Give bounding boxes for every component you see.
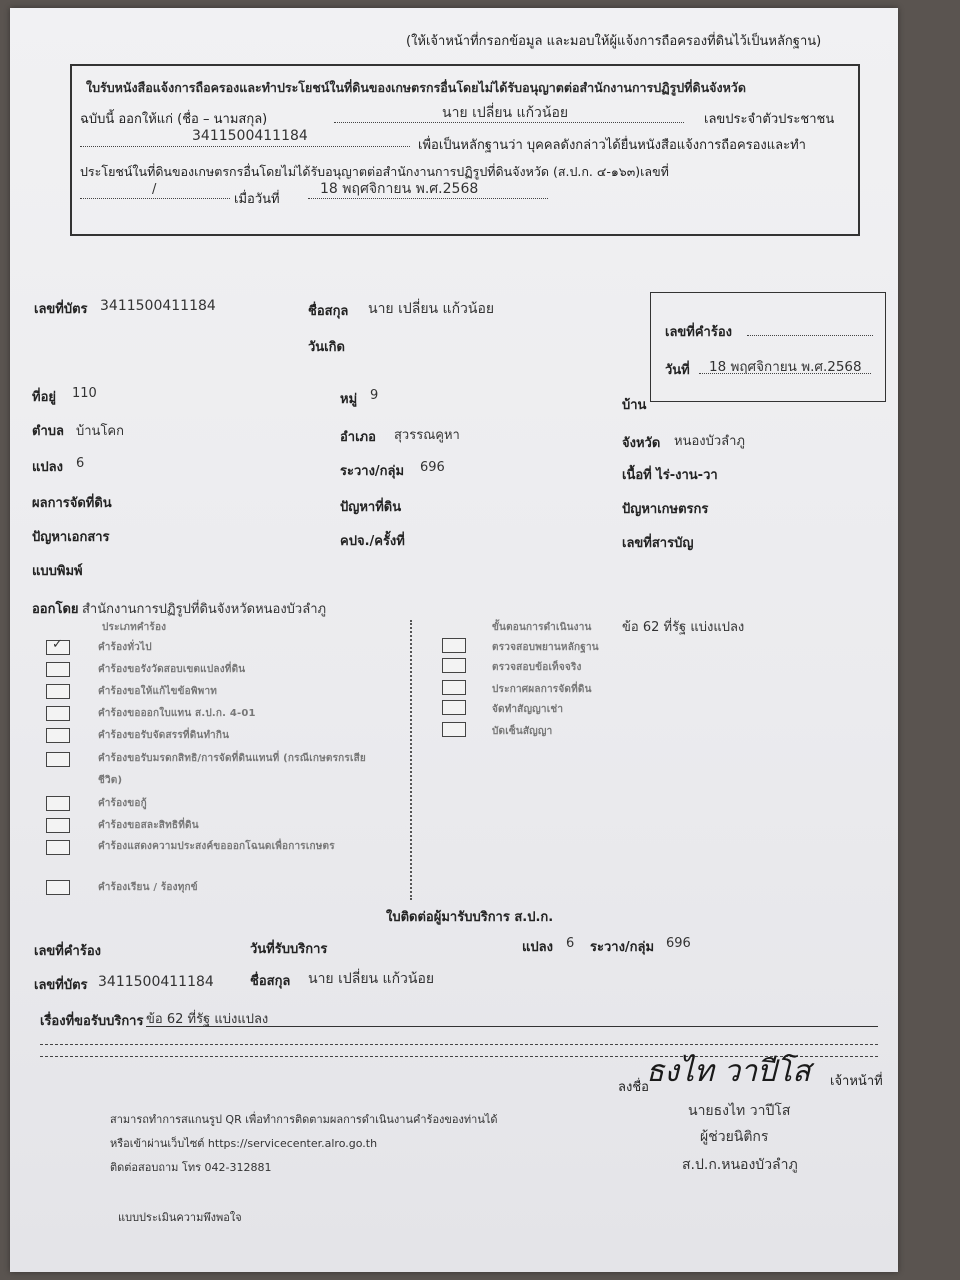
request-number-field [747, 321, 873, 336]
step-checkbox[interactable] [442, 722, 466, 737]
phone-text: ติดต่อสอบถาม โทร 042-312881 [110, 1161, 272, 1174]
allocation-label: ผลการจัดที่ดิน [32, 496, 112, 511]
step-checkbox[interactable] [442, 680, 466, 695]
top-note: (ให้เจ้าหน้าที่กรอกข้อมูล และมอบให้ผู้แจ้งการถือครองที่ดินไว้เป็นหลักฐาน) [406, 34, 822, 49]
document-paper [10, 8, 898, 1272]
amphoe-label: อำเภอ [340, 430, 376, 445]
tambon-label: ตำบล [32, 424, 64, 439]
request-type-label: คำร้องขอสละสิทธิที่ดิน [98, 820, 199, 831]
slip-subject-label: เรื่องที่ขอรับบริการ [40, 1014, 144, 1029]
date-value: 18 พฤศจิกายน พ.ศ.2568 [320, 181, 479, 197]
moo-value: 9 [370, 388, 379, 403]
slip-service-date-label: วันที่รับบริการ [250, 942, 328, 957]
request-type-label: คำร้องขอรับมรดกสิทธิ/การจัดที่ดินแทนที่ (กรณีเกษตรกรเสียชีวิต) [98, 753, 366, 786]
land-problem-label: ปัญหาที่ดิน [340, 500, 402, 515]
request-type-checkbox[interactable] [46, 818, 70, 833]
officer-office: ส.ป.ก.หนองบัวลำภู [682, 1157, 798, 1173]
name-label: ชื่อสกุล [308, 304, 349, 319]
group-label: ระวาง/กลุ่ม [340, 464, 405, 479]
slip-plot-value: 6 [566, 936, 575, 951]
slip-card-label: เลขที่บัตร [34, 978, 88, 993]
request-type-label: คำร้องขอกู้ [98, 798, 147, 809]
receipt-header-box [70, 64, 860, 236]
qr-text: สามารถทำการสแกนรูป QR เพื่อทำการติดตามผลการดำเนินงานคำร้องของท่านได้ [110, 1113, 498, 1126]
issued-to-label: ฉบับนี้ ออกให้แก่ (ชื่อ – นามสกุล) [80, 112, 268, 127]
request-type-checkbox[interactable] [46, 637, 70, 655]
slip-separator-1 [40, 1044, 878, 1045]
ledger-label: เลขที่สารบัญ [622, 536, 694, 551]
slip-name-label: ชื่อสกุล [250, 974, 291, 989]
issued-by-label: ออกโดย [32, 602, 79, 617]
slip-name-value: นาย เปลี่ยน แก้วน้อย [308, 971, 435, 987]
request-type-label: คำร้องทั่วไป [98, 642, 152, 653]
request-type-label: คำร้องขอรังวัดสอบเขตแปลงที่ดิน [98, 664, 246, 675]
plot-value: 6 [76, 456, 85, 471]
tambon-value: บ้านโคก [76, 424, 124, 439]
request-type-checkbox[interactable] [46, 880, 70, 895]
steps-header-note: ข้อ 62 ที่รัฐ แบ่งแปลง [622, 620, 745, 635]
plot-label: แปลง [32, 460, 63, 475]
village-label: บ้าน [622, 398, 647, 413]
slip-request-no-label: เลขที่คำร้อง [34, 944, 101, 959]
issued-to-value: นาย เปลี่ยน แก้วน้อย [442, 105, 569, 121]
step-label: ตรวจสอบข้อเท็จจริง [492, 662, 582, 673]
name-value: นาย เปลี่ยน แก้วน้อย [368, 301, 495, 317]
sign-label: ลงชื่อ [618, 1080, 649, 1095]
receipt-title: ใบรับหนังสือแจ้งการถือครองและทำประโยชน์ในที่ดินของเกษตรกรอื่นโดยไม่ได้รับอนุญาตต่อสำนักงานการปฏิรูปที่ดินจังหวัด [86, 80, 746, 95]
birth-label: วันเกิด [308, 340, 345, 355]
steps-header: ขั้นตอนการดำเนินงาน [492, 622, 592, 633]
committee-label: คปจ./ครั้งที่ [340, 534, 405, 549]
address-label: ที่อยู่ [32, 390, 56, 405]
number-slash: / [152, 182, 157, 197]
request-type-checkbox[interactable] [46, 706, 70, 721]
request-number-label: เลขที่คำร้อง [665, 325, 732, 340]
evidence-text: เพื่อเป็นหลักฐานว่า บุคคลดังกล่าวได้ยื่นหนังสือแจ้งการถือครองและทำ [418, 138, 806, 153]
slip-group-value: 696 [666, 936, 691, 951]
card-label: เลขที่บัตร [34, 302, 88, 317]
request-type-checkbox[interactable] [46, 662, 70, 677]
moo-label: หมู่ [340, 392, 358, 407]
request-type-checkbox[interactable] [46, 684, 70, 699]
website-text: หรือเข้าผ่านเว็บไซต์ https://servicecenter.alro.go.th [110, 1137, 378, 1150]
request-types-header: ประเภทคำร้อง [102, 622, 167, 633]
slip-card-value: 3411500411184 [98, 974, 214, 990]
document-problem-label: ปัญหาเอกสาร [32, 530, 110, 545]
amphoe-value: สุวรรณคูหา [394, 428, 460, 443]
request-type-label: คำร้องเรียน / ร้องทุกข์ [98, 882, 198, 893]
id-value: 3411500411184 [192, 128, 308, 144]
card-value: 3411500411184 [100, 298, 216, 314]
subject-line [146, 1026, 878, 1027]
officer-name: นายธงไท วาปีโส [688, 1103, 791, 1119]
officer-position: ผู้ช่วยนิติกร [700, 1129, 769, 1145]
step-checkbox[interactable] [442, 700, 466, 715]
step-label: ตรวจสอบพยานหลักฐาน [492, 642, 599, 653]
checkmark-icon: ✓ [52, 637, 63, 652]
slip-plot-label: แปลง [522, 940, 553, 955]
province-label: จังหวัด [622, 436, 661, 451]
request-type-label: คำร้องแสดงความประสงค์ขอออกโฉนดเพื่อการเกษตร [98, 841, 335, 852]
survey-text: แบบประเมินความพึงพอใจ [118, 1211, 242, 1224]
slip-subject-value: ข้อ 62 ที่รัฐ แบ่งแปลง [146, 1012, 269, 1027]
province-value: หนองบัวลำภู [674, 434, 745, 449]
area-label: เนื้อที่ ไร่-งาน-วา [622, 468, 718, 483]
farmer-problem-label: ปัญหาเกษตรกร [622, 502, 709, 517]
issued-by-value: สำนักงานการปฏิรูปที่ดินจังหวัดหนองบัวลำภู [82, 602, 327, 617]
request-type-checkbox[interactable] [46, 796, 70, 811]
step-label: บัดเซ็นสัญญา [492, 726, 553, 737]
officer-label: เจ้าหน้าที่ [830, 1074, 883, 1089]
step-checkbox[interactable] [442, 658, 466, 673]
address-value: 110 [72, 386, 97, 401]
form-label: แบบพิมพ์ [32, 564, 83, 579]
group-value: 696 [420, 460, 445, 475]
step-checkbox[interactable] [442, 638, 466, 653]
id-label: เลขประจำตัวประชาชน [704, 112, 835, 127]
date-label: เมื่อวันที่ [234, 192, 280, 207]
slip-group-label: ระวาง/กลุ่ม [590, 940, 655, 955]
step-label: ประกาศผลการจัดที่ดิน [492, 684, 592, 695]
request-type-checkbox[interactable] [46, 752, 70, 767]
declaration-text: ประโยชน์ในที่ดินของเกษตรกรอื่นโดยไม่ได้รับอนุญาตต่อสำนักงานการปฏิรูปที่ดินจังหวัด (ส.ป.ก. ๔-๑๖๓)เลขที่ [80, 164, 669, 179]
request-type-label: คำร้องขอออกใบแทน ส.ป.ก. 4-01 [98, 708, 256, 719]
request-date-value: 18 พฤศจิกายน พ.ศ.2568 [709, 359, 862, 375]
request-number-box [650, 292, 886, 402]
column-divider [410, 620, 412, 900]
handwritten-signature: ธงไท วาปีโส [646, 1054, 811, 1089]
request-type-checkbox[interactable] [46, 728, 70, 743]
request-type-label: คำร้องขอรับจัดสรรที่ดินทำกิน [98, 730, 230, 741]
request-date-label: วันที่ [665, 363, 690, 378]
slip-title: ใบติดต่อผู้มารับบริการ ส.ป.ก. [386, 910, 554, 925]
request-type-checkbox[interactable] [46, 840, 70, 855]
step-label: จัดทำสัญญาเช่า [492, 704, 564, 715]
request-type-label: คำร้องขอให้แก้ไขข้อพิพาท [98, 686, 218, 697]
